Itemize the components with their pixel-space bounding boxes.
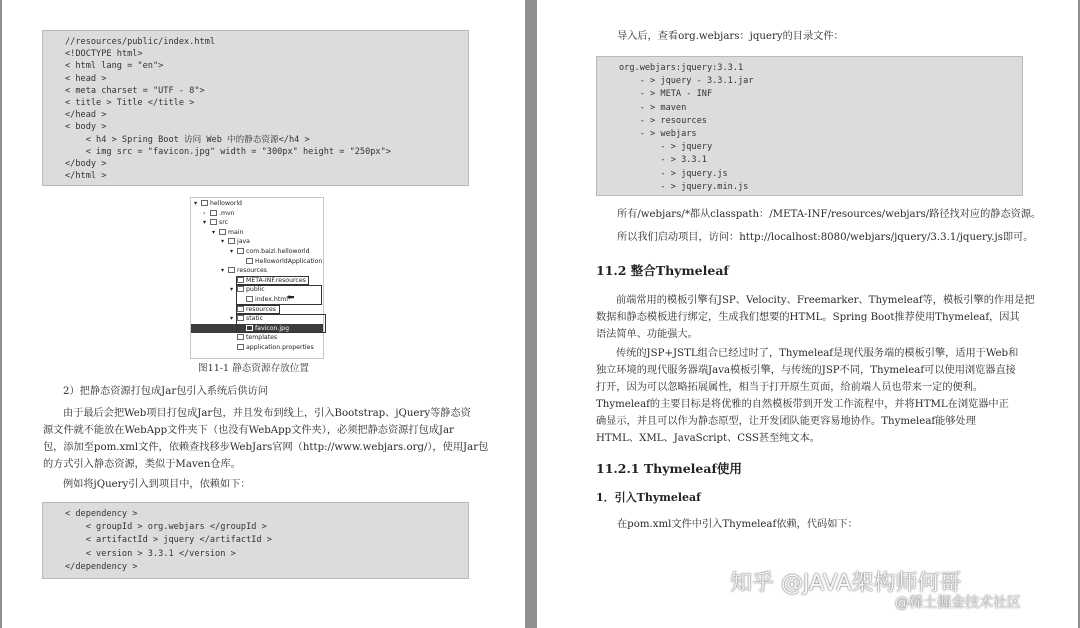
tree-node-label: helloworld (210, 200, 242, 207)
paragraph-line: 打开，因为可以忽略拓展属性，相当于打开原生页面，给前端人员也带来一定的便利。 (596, 382, 984, 393)
watermark-juejin: @稀土掘金技术社区 (895, 595, 1021, 611)
tree-node[interactable] (230, 344, 314, 352)
paragraph-template-engines (596, 292, 1035, 343)
code-line: < img src = "favicon.jpg" width = "300px" height = "250px"> (65, 146, 391, 157)
pointer-arrow-icon: ⬅ (287, 293, 295, 303)
code-line: </dependency > (65, 561, 138, 572)
folder-icon (246, 258, 253, 264)
highlight-box (236, 314, 326, 333)
tree-node-label: src (219, 219, 229, 227)
code-line: - > META - INF (619, 89, 713, 100)
highlight-box (236, 305, 280, 315)
code-line: </body > (65, 159, 107, 169)
folder-icon (210, 210, 217, 216)
tree-node-label: favicon.jpg (255, 324, 290, 332)
code-line: - > jquery.min.js (619, 181, 749, 192)
paragraph-thymeleaf-intro (596, 345, 1018, 447)
folder-icon (228, 267, 235, 273)
tree-node-label: resources (237, 267, 267, 275)
code-line: < title > Title </title > (65, 98, 195, 108)
tree-node-label: resources (246, 305, 276, 313)
paragraph-line: 独立环境的现代服务器端Java模板引擎，与传统的JSP不同，Thymeleaf可以使用浏览器直接 (596, 365, 1016, 376)
folder-icon (237, 248, 244, 254)
tree-node[interactable] (239, 258, 322, 266)
chevron-right-icon[interactable]: › (203, 209, 206, 217)
tree-node-label: main (228, 228, 244, 236)
chevron-down-icon[interactable]: ▾ (230, 286, 234, 294)
tree-node-label: static (246, 315, 263, 323)
tree-node[interactable] (194, 200, 242, 208)
code-line: - > jquery.js (619, 168, 728, 179)
code-line: < artifactId > jquery </artifactId > (65, 535, 272, 546)
paragraph-localhost: 所以我们启动项目，访问：http://localhost:8080/webjars/jquery/3.3.1/jquery.js即可。 (617, 232, 1034, 243)
watermark-zhihu: 知乎 @JAVA架构师何哥 (730, 571, 962, 596)
tree-node[interactable] (230, 248, 310, 256)
paragraph-line: 前端常用的模板引擎有JSP、Velocity、Freemarker、Thymeleaf等，模板引擎的作用是把 (616, 295, 1035, 306)
subheading-webjars: 2）把静态资源打包成Jar包引入系统后供访问 (63, 386, 268, 397)
code-line: </html > (65, 171, 107, 182)
folder-icon (210, 219, 217, 225)
folder-icon (228, 238, 235, 244)
tree-node-label: index.html (255, 296, 288, 303)
tree-node-label: HelloworldApplication (255, 257, 323, 265)
paragraph-line: Thymeleaf的主要目标是将优雅的自然模板带到开发工作流程中，并将HTML在浏览器中正 (596, 399, 1009, 410)
code-line: - > 3.3.1 (619, 155, 707, 166)
left-page (2, 0, 525, 628)
code-line: - > resources (619, 115, 707, 126)
code-line: < head > (65, 73, 107, 84)
code-line: < body > (65, 122, 107, 133)
paragraph-line: 由于最后会把Web项目打包成Jar包，并且发布到线上，引入Bootstrap、jQuery等静态资 (63, 408, 471, 419)
code-line: <!DOCTYPE html> (65, 49, 143, 60)
highlight-box (236, 276, 309, 286)
step-heading-1: 1．引入Thymeleaf (596, 491, 701, 504)
code-line: - > jquery (619, 142, 713, 153)
code-line: < meta charset = "UTF - 8"> (65, 85, 205, 96)
paragraph-line: 确显示，并且可以作为静态原型，让开发团队能更容易地协作。Thymeleaf能够处理 (596, 416, 976, 427)
tree-node-label: templates (246, 334, 278, 342)
code-block-index-html (42, 30, 469, 186)
paragraph-webjars-intro (43, 405, 488, 473)
tree-node-label: public (246, 286, 265, 294)
tree-node-label: .mvn (219, 209, 235, 217)
chevron-down-icon[interactable]: ▾ (230, 315, 234, 323)
code-line: < groupId > org.webjars </groupId > (65, 522, 267, 533)
paragraph-line: 的方式引入静态资源，类似于Maven仓库。 (43, 459, 241, 470)
right-page (537, 0, 1078, 628)
section-heading-11-2-1: 11.2.1 Thymeleaf使用 (596, 461, 742, 476)
tree-node-label: META-INF.resources (246, 276, 306, 284)
code-line: - > jquery - 3.3.1.jar (619, 76, 754, 87)
tree-node[interactable] (230, 334, 277, 342)
paragraph-line: 语法简单、功能强大。 (596, 329, 698, 340)
code-line: org.webjars:jquery:3.3.1 (619, 63, 744, 73)
paragraph-line: 传统的JSP+JSTL组合已经过时了，Thymeleaf是现代服务端的模板引擎，适用于Web和 (616, 348, 1019, 359)
code-line: - > maven (619, 102, 687, 113)
chevron-down-icon[interactable]: ▾ (221, 238, 225, 246)
tree-node-label: application.properties (246, 344, 314, 351)
figure-caption: 图11-1 静态资源存放位置 (198, 363, 309, 374)
section-heading-11-2: 11.2 整合Thymeleaf (596, 263, 729, 278)
folder-icon (237, 344, 244, 350)
tree-node[interactable] (203, 219, 228, 227)
tree-node[interactable] (203, 210, 235, 218)
chevron-down-icon[interactable]: ▾ (221, 267, 225, 275)
chevron-down-icon[interactable]: ▾ (230, 248, 234, 255)
code-line: //resources/public/index.html (65, 37, 216, 47)
code-block-dependency (42, 502, 469, 579)
code-line: < version > 3.3.1 </version > (65, 548, 236, 559)
project-tree-figure (190, 197, 324, 359)
code-line: </head > (65, 110, 107, 121)
code-line: - > webjars (619, 129, 697, 139)
chevron-down-icon[interactable]: ▾ (194, 200, 198, 207)
tree-node-label: com.baizi.helloworld (246, 248, 310, 255)
code-block-jquery-tree (596, 56, 1023, 196)
paragraph-line: 源文件就不能放在WebApp文件夹下（也没有WebApp文件夹），必须把静态资源打包成Jar (43, 425, 454, 436)
chevron-down-icon[interactable]: ▾ (203, 219, 207, 227)
paragraph-classpath: 所有/webjars/*都从classpath：/META-INF/resources/webjars/路径找对应的静态资源。 (617, 209, 1042, 220)
code-line: < h4 > Spring Boot 访问 Web 中的静态资源</h4 > (65, 134, 310, 145)
paragraph-line: 包，添加至pom.xml文件，依赖查找移步WebJars官网（http://www.webjars.org/），使用Jar包 (43, 442, 489, 453)
folder-icon (237, 334, 244, 340)
code-line: < dependency > (65, 509, 138, 519)
tree-node[interactable] (221, 238, 250, 246)
paragraph-line: 数据和静态模板进行绑定，生成我们想要的HTML。Spring Boot推荐使用Thymeleaf，因其 (596, 312, 1020, 323)
folder-icon (219, 229, 226, 235)
code-line: < html lang = "en"> (65, 61, 164, 72)
folder-icon (201, 200, 208, 206)
paragraph-import-intro: 导入后，查看org.webjars：jquery的目录文件： (617, 31, 844, 42)
highlight-box (236, 285, 322, 304)
paragraph-pom-intro: 在pom.xml文件中引入Thymeleaf依赖，代码如下： (617, 519, 858, 530)
paragraph-line: HTML、XML、JavaScript、CSS甚至纯文本。 (596, 433, 820, 444)
paragraph-example: 例如将jQuery引入到项目中，依赖如下： (63, 479, 251, 490)
chevron-down-icon[interactable]: ▾ (212, 228, 216, 236)
tree-node[interactable] (221, 267, 267, 275)
tree-node-label: java (237, 238, 250, 246)
tree-node[interactable] (212, 229, 243, 237)
